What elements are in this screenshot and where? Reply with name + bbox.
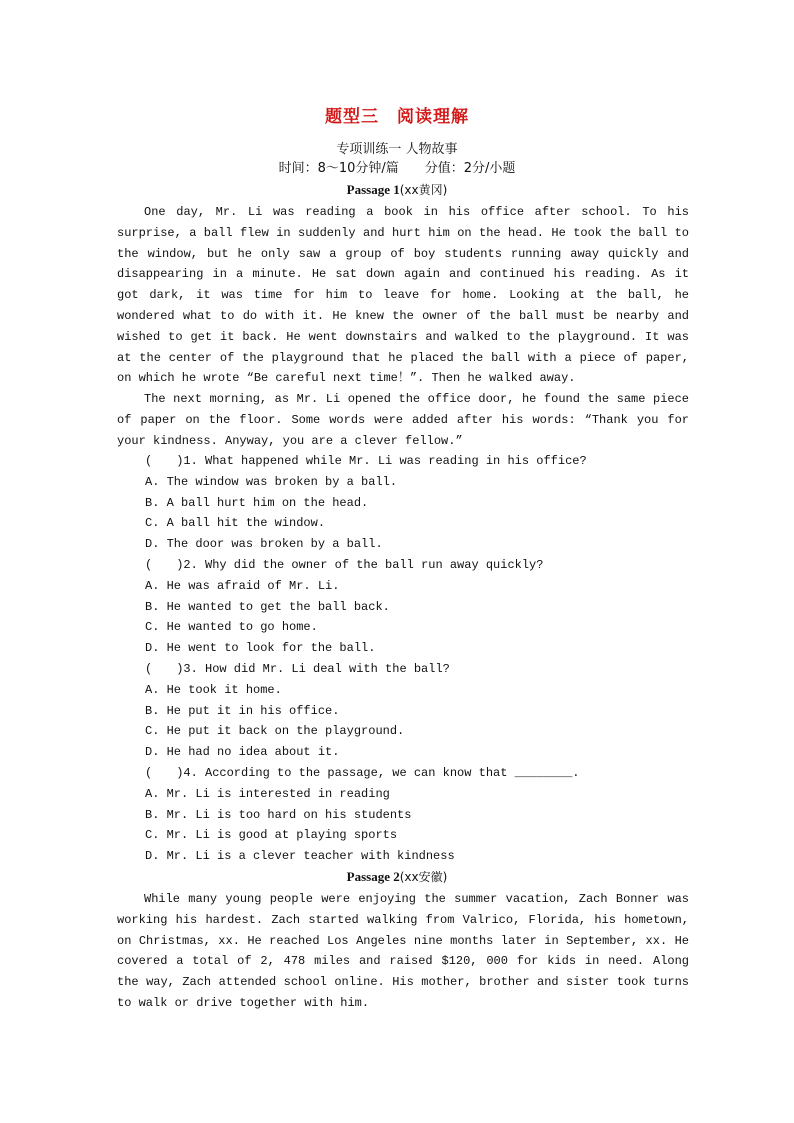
- section-title: 题型三 阅读理解: [325, 107, 469, 127]
- passage-2-title: Passage 2: [346, 869, 400, 884]
- question-4-option-a: A. Mr. Li is interested in reading: [145, 786, 390, 801]
- passage-1-title: Passage 1: [346, 182, 400, 197]
- question-3-stem: ( )3. How did Mr. Li deal with the ball?: [145, 661, 450, 676]
- question-4-stem: ( )4. According to the passage, we can know that ________.: [145, 765, 580, 780]
- question-2-option-b: B. He wanted to get the ball back.: [145, 599, 390, 614]
- question-3-option-c: C. He put it back on the playground.: [145, 724, 405, 739]
- training-subtitle: 专项训练一 人物故事: [336, 142, 458, 157]
- passage-2-source: (xx安徽): [399, 870, 448, 884]
- question-2-option-c: C. He wanted to go home.: [145, 620, 318, 635]
- question-1-stem: ( )1. What happened while Mr. Li was reading in his office?: [145, 454, 587, 468]
- question-3-option-d: D. He had no idea about it.: [145, 745, 340, 760]
- question-3-option-a: A. He took it home.: [145, 682, 282, 697]
- time-score-info: 时间：8～10分钟/篇 分值：2分/小题: [278, 161, 516, 176]
- question-1-option-a: A. The window was broken by a ball.: [145, 474, 398, 489]
- question-1-option-b: B. A ball hurt him on the head.: [145, 495, 369, 510]
- question-4-option-c: C. Mr. Li is good at playing sports: [145, 828, 398, 843]
- question-1-option-d: D. The door was broken by a ball.: [145, 537, 383, 552]
- passage-1-paragraph-2: The next morning, as Mr. Li opened the office door, he found the same piece of paper on the floor. Some words were added after his words: “Thank you for your kindness. Anyway, you are a clever fellow.”: [117, 392, 689, 448]
- passage-1-heading: [0, 181, 794, 199]
- question-2-stem: ( )2. Why did the owner of the ball run away quickly?: [145, 557, 544, 572]
- question-1-option-c: C. A ball hit the window.: [145, 516, 326, 531]
- passage-1-questions: [145, 451, 705, 867]
- question-4-option-d: D. Mr. Li is a clever teacher with kindness: [145, 849, 455, 864]
- question-4-option-b: B. Mr. Li is too hard on his students: [145, 807, 412, 822]
- passage-1-paragraph-1: One day, Mr. Li was reading a book in his office after school. To his surprise, a ball flew in suddenly and hurt him on the head. He took the ball to the window, but he only saw a group of boy students running away quickly and disappearing in a minute. He sat down again and continued his reading. As it got dark, it was time for him to leave for home. Looking at the ball, he wondered what to do with it. He knew the owner of the ball must be nearby and wished to get it back. He went downstairs and walked to the playground. It was at the center of the playground that he placed the ball with a piece of paper, on which he wrote “Be careful next time！”. Then he walked away.: [117, 205, 689, 386]
- passage-2-body: [117, 889, 689, 1014]
- passage-1-source: (xx黄冈): [399, 183, 448, 197]
- question-2-option-d: D. He went to look for the ball.: [145, 641, 376, 656]
- passage-2-heading: [0, 868, 794, 886]
- question-3-option-b: B. He put it in his office.: [145, 703, 340, 718]
- question-2-option-a: A. He was afraid of Mr. Li.: [145, 578, 340, 593]
- passage-1-body: [117, 202, 689, 452]
- passage-2-paragraph-1: While many young people were enjoying the summer vacation, Zach Bonner was working his hardest. Zach started walking from Valrico, Florida, his hometown, on Christmas, xx. He reached Los Angeles nine months later in September, xx. He covered a total of 2, 478 miles and raised $120, 000 for kids in need. Along the way, Zach attended school online. His mother, brother and sister took turns to walk or drive together with him.: [117, 892, 689, 1010]
